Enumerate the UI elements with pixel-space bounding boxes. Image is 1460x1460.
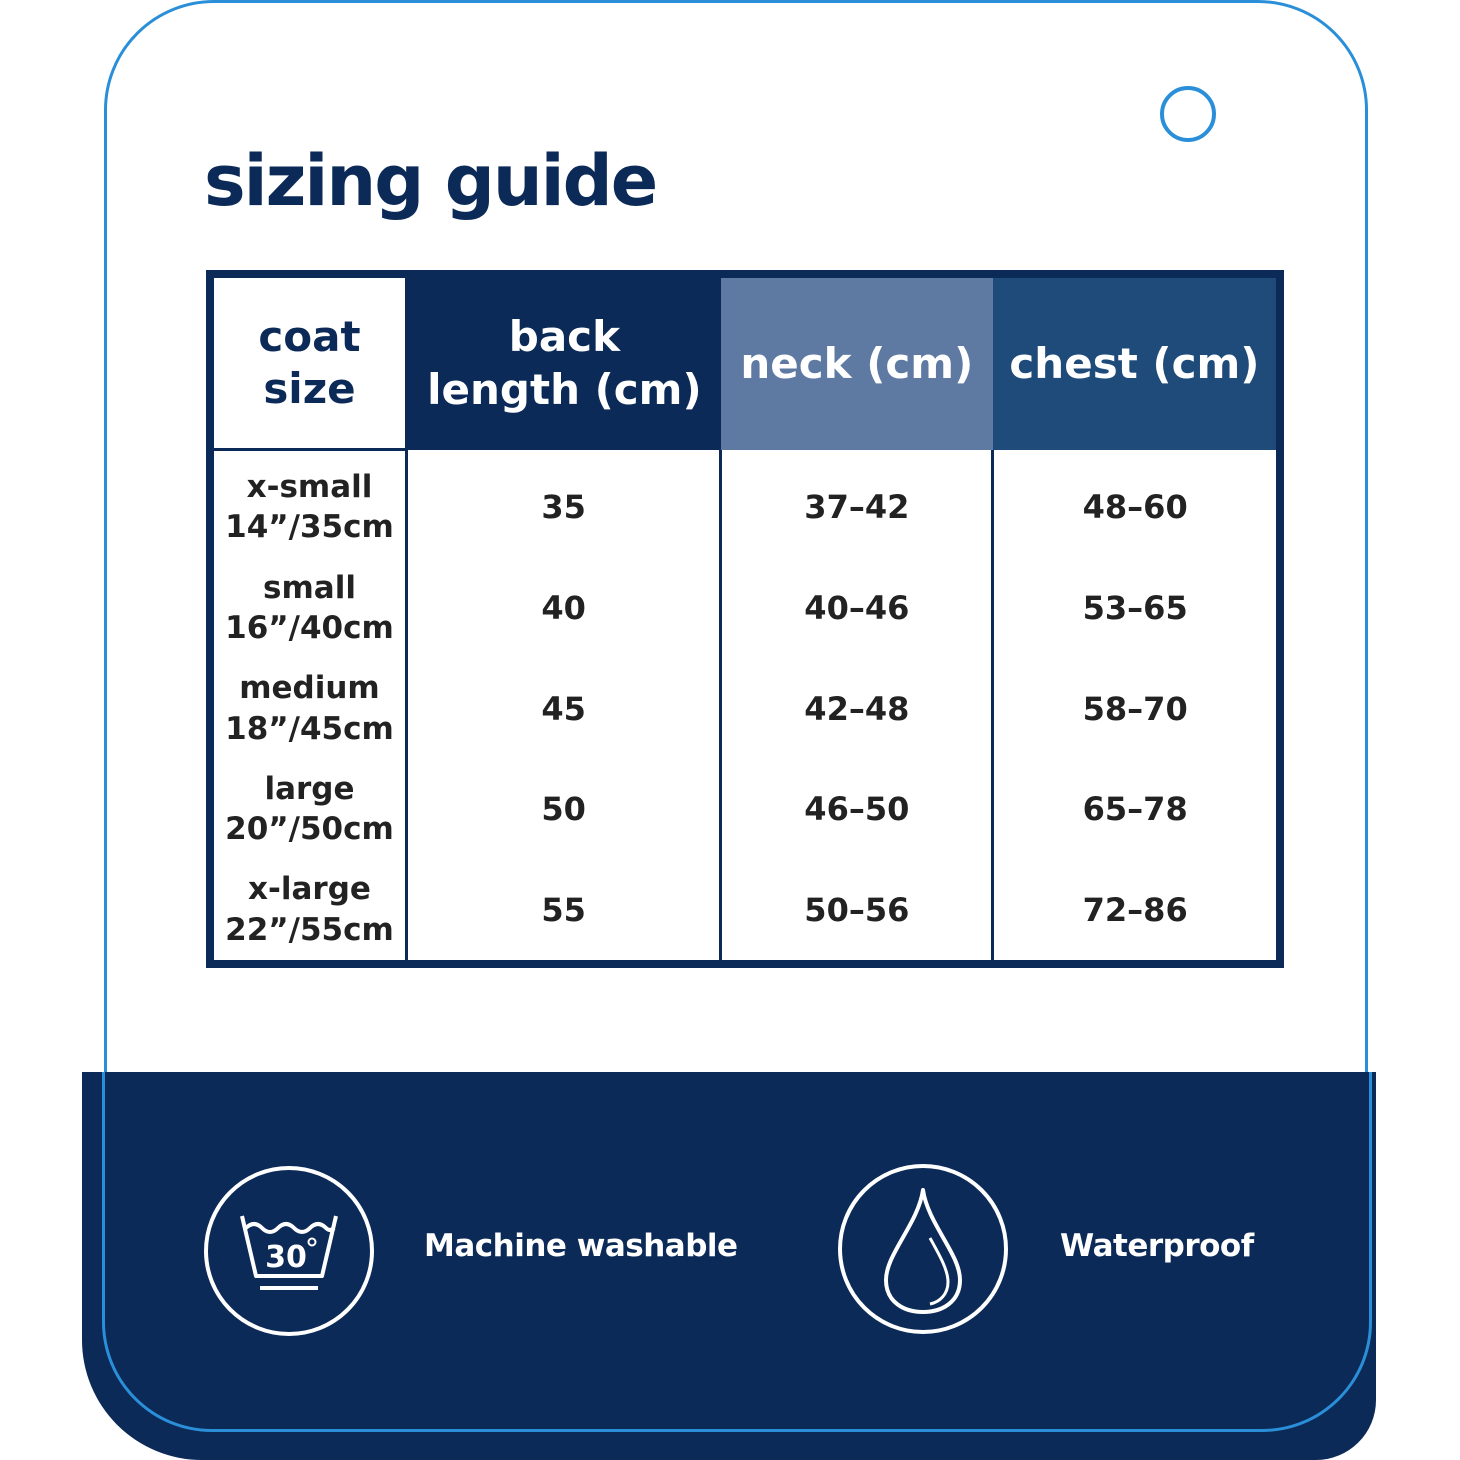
size-fit: 20”/50cm (225, 811, 394, 848)
chest-cell: 65–78 (1082, 790, 1188, 829)
sizing-table (206, 270, 1284, 968)
chest-cell: 53–65 (1082, 589, 1188, 628)
size-fit: 14”/35cm (225, 509, 394, 546)
header-back-line1: back (508, 312, 620, 362)
size-cell (210, 450, 406, 558)
size-fit: 18”/45cm (225, 710, 394, 747)
wash-30-icon (204, 1166, 374, 1336)
neck-cell: 50–56 (721, 859, 993, 964)
size-cell (210, 859, 406, 964)
table-row (210, 658, 1280, 758)
size-name: large (264, 770, 355, 807)
chest-cell: 58–70 (1082, 689, 1188, 728)
header-coat-size-line1: coat (258, 311, 361, 361)
neck-cell: 37–42 (721, 450, 993, 558)
water-drop-icon (838, 1164, 1008, 1334)
size-name: x-small (246, 469, 373, 506)
feature-label-waterproof: Waterproof (1060, 1228, 1254, 1264)
size-name: x-large (248, 871, 371, 908)
size-name: small (263, 569, 356, 606)
back-cell: 55 (406, 859, 720, 964)
header-coat-size (210, 274, 406, 450)
header-back-line2: length (cm) (427, 364, 702, 414)
back-cell: 50 (406, 759, 720, 859)
size-name: medium (239, 670, 380, 707)
table-row (210, 558, 1280, 658)
feature-label-washable: Machine washable (424, 1228, 738, 1264)
size-cell (210, 658, 406, 758)
wash-temp: 30 (265, 1240, 307, 1275)
chest-cell: 72–86 (1082, 890, 1188, 929)
back-cell: 35 (406, 450, 720, 558)
features-band (82, 1072, 1376, 1460)
neck-cell: 46–50 (721, 759, 993, 859)
neck-cell: 40–46 (721, 558, 993, 658)
size-fit: 22”/55cm (225, 911, 394, 948)
table-row (210, 759, 1280, 859)
neck-cell: 42–48 (721, 658, 993, 758)
header-chest: chest (cm) (993, 274, 1280, 450)
header-row (210, 274, 1280, 450)
back-cell: 40 (406, 558, 720, 658)
wash-30-svg (234, 1206, 344, 1296)
header-coat-size-line2: size (263, 364, 356, 413)
back-cell: 45 (406, 658, 720, 758)
water-drop-svg (878, 1184, 968, 1314)
chest-cell: 48–60 (1082, 487, 1188, 526)
header-back-length (406, 274, 720, 450)
size-fit: 16”/40cm (225, 610, 394, 647)
header-neck: neck (cm) (721, 274, 993, 450)
size-cell (210, 558, 406, 658)
tag-hole-icon (1160, 86, 1216, 142)
table-row (210, 859, 1280, 964)
table-row (210, 450, 1280, 558)
size-cell (210, 759, 406, 859)
page-title: sizing guide (204, 140, 657, 222)
